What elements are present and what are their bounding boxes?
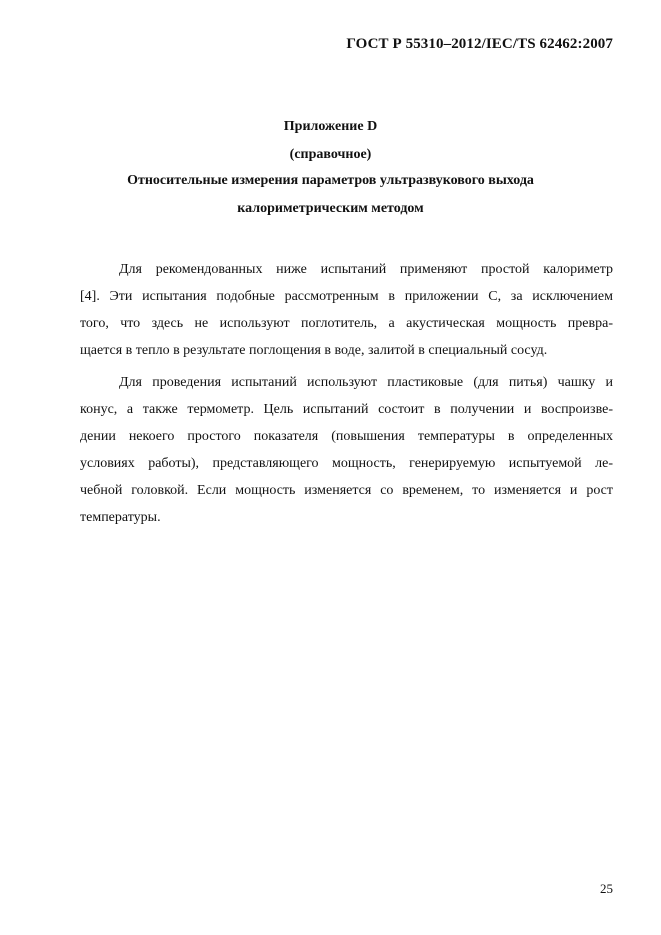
paragraph-line: того, что здесь не используют поглотитель, а акустическая мощность превра-	[80, 316, 613, 331]
appendix-subject-line-2: калориметрическим методом	[237, 201, 424, 216]
paragraph-line: Для проведения испытаний используют пластиковые (для питья) чашку и	[119, 375, 613, 390]
appendix-subject-line-1: Относительные измерения параметров ультразвукового выхода	[127, 173, 534, 188]
paragraph-line: условиях работы), представляющего мощность, генерируемую испытуемой ле-	[80, 456, 613, 471]
appendix-status: (справочное)	[289, 147, 372, 162]
page-number: 25	[600, 881, 613, 896]
paragraph-line: [4]. Эти испытания подобные рассмотренным в приложении С, за исключением	[80, 289, 613, 304]
document-code-header: ГОСТ Р 55310–2012/IEC/TS 62462:2007	[346, 36, 613, 52]
paragraph-line: температуры.	[80, 510, 161, 525]
paragraph-line: конус, а также термометр. Цель испытаний состоит в получении и воспроизве-	[80, 402, 613, 417]
paragraph-line: щается в тепло в результате поглощения в воде, залитой в специальный сосуд.	[80, 343, 548, 358]
appendix-title: Приложение D	[283, 119, 378, 134]
paragraph-line: чебной головкой. Если мощность изменяется со временем, то изменяется и рост	[80, 483, 613, 498]
paragraph-line: дении некоего простого показателя (повышения температуры в определенных	[80, 429, 613, 444]
paragraph-line: Для рекомендованных ниже испытаний применяют простой калориметр	[119, 262, 613, 277]
